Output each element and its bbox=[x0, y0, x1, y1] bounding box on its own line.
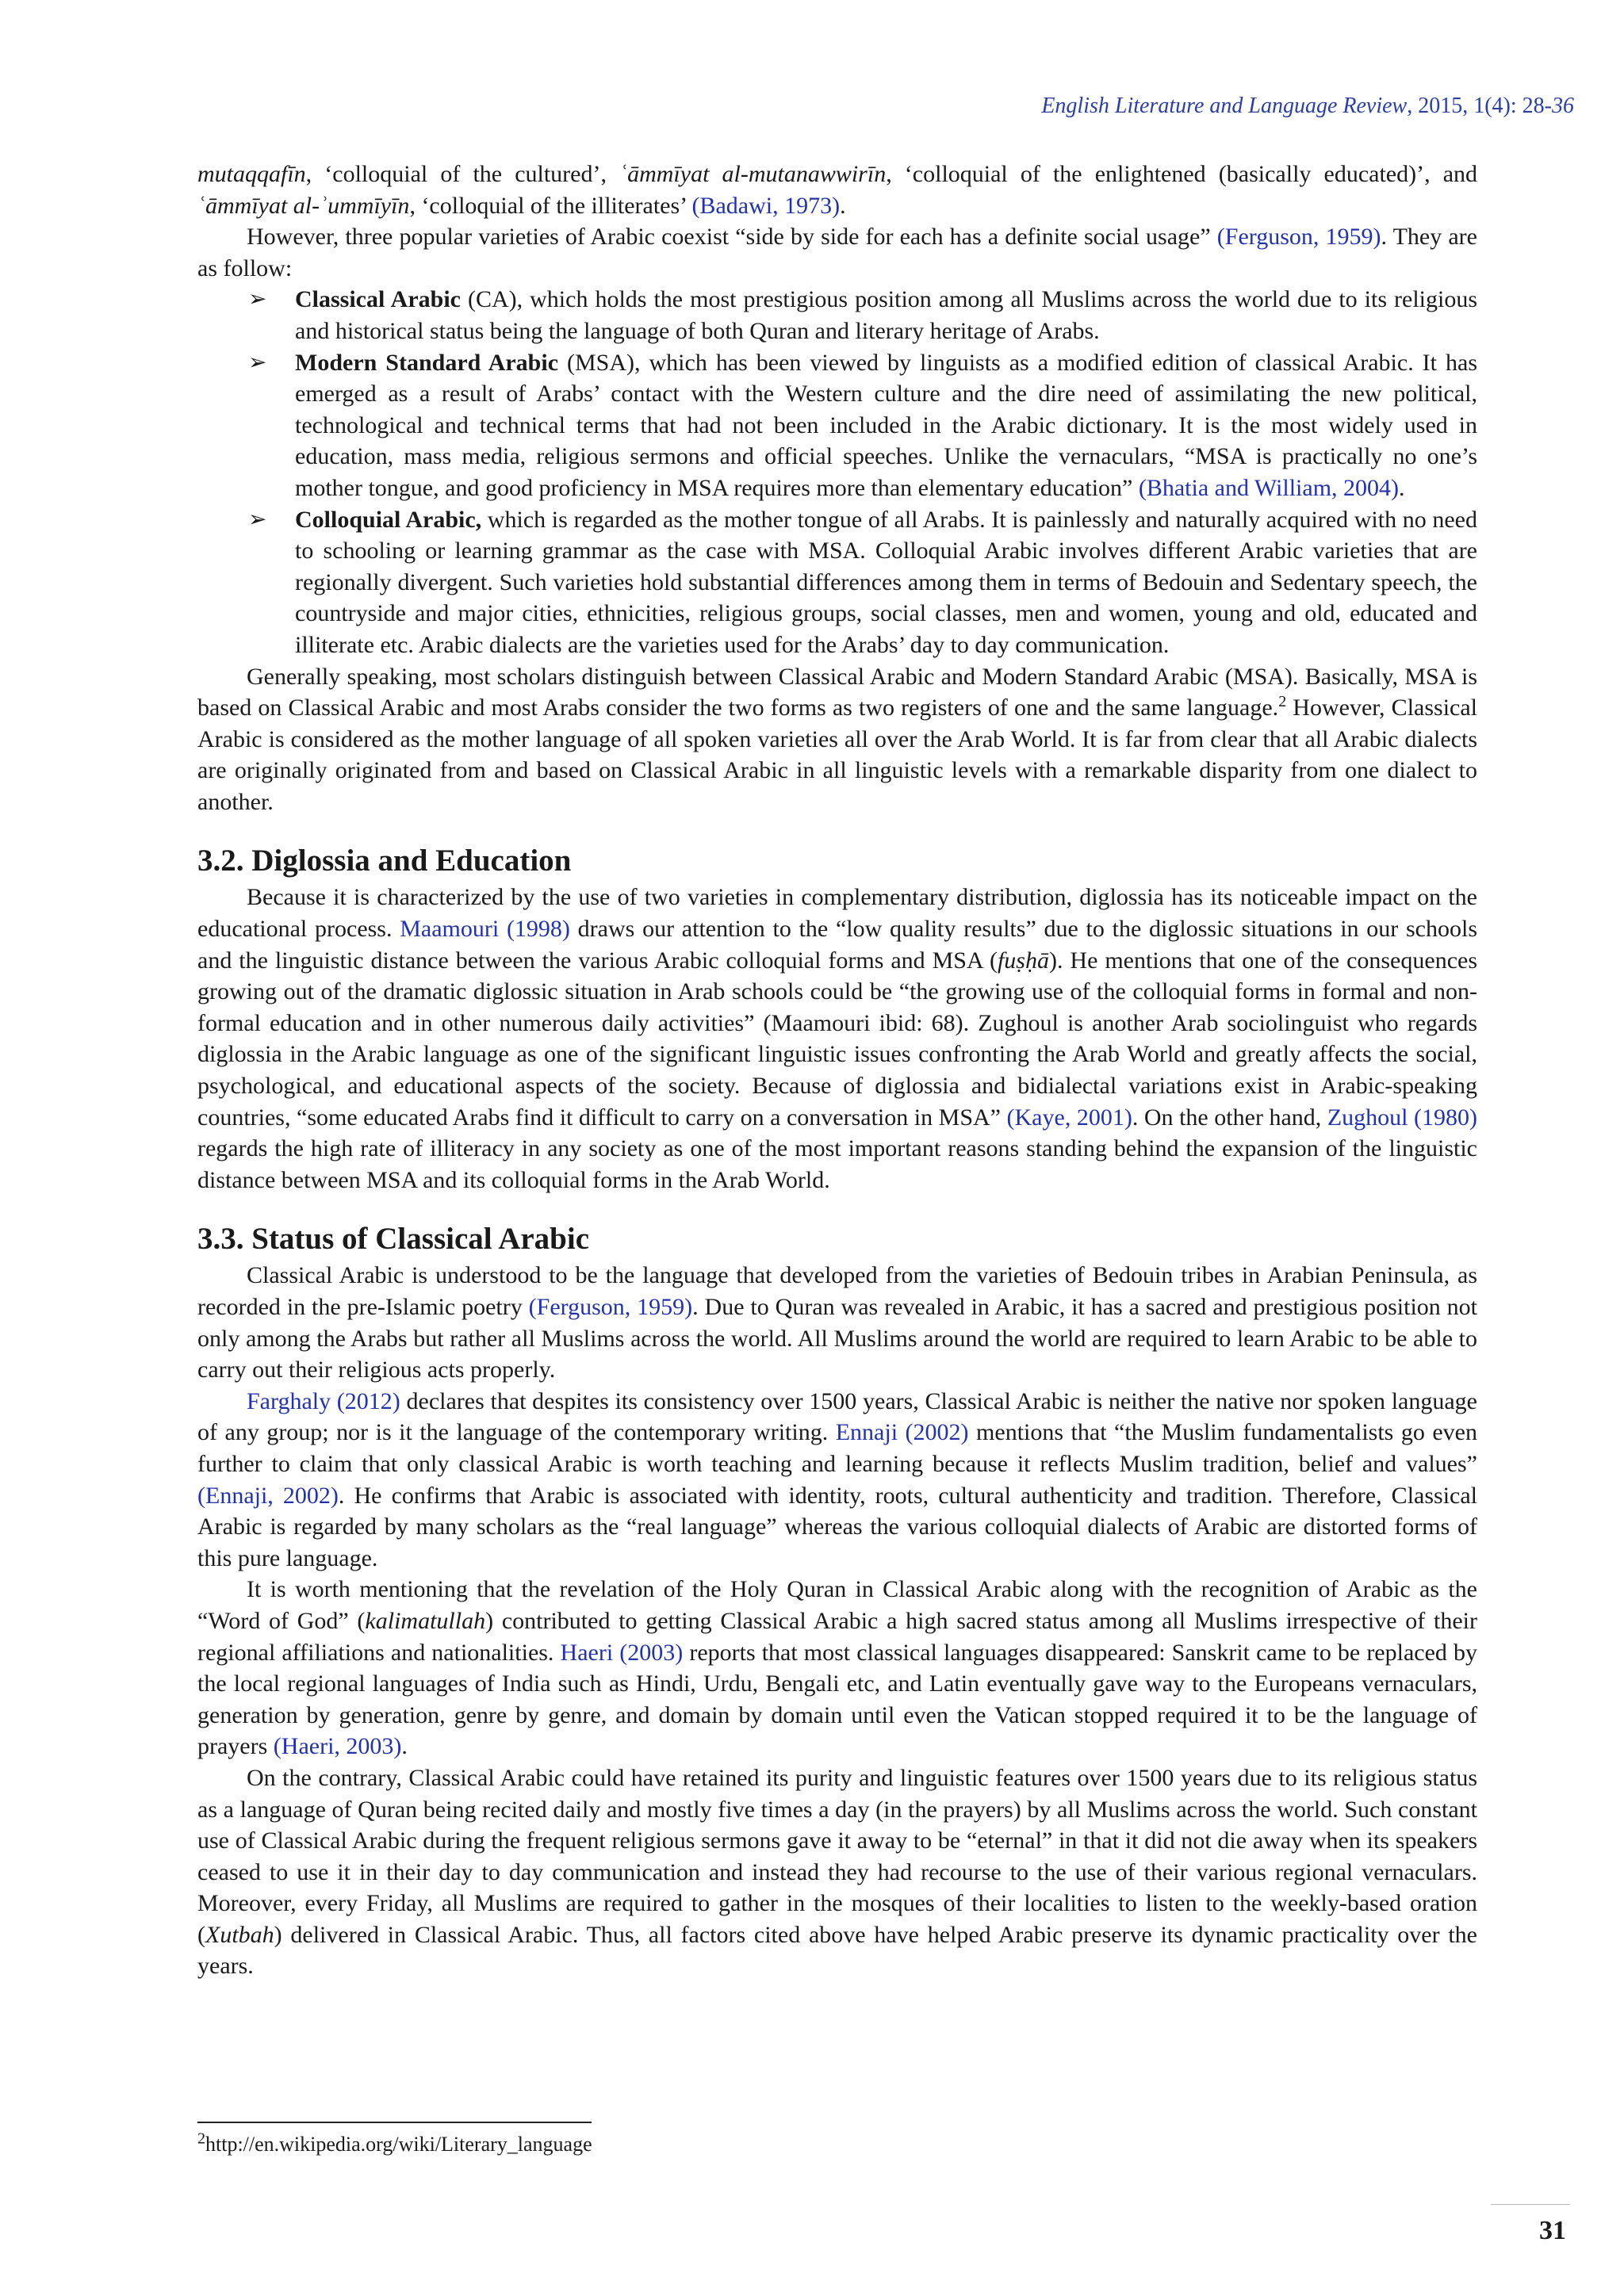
journal-end-page: 36 bbox=[1552, 94, 1574, 118]
section-heading-diglossia: 3.2. Diglossia and Education bbox=[197, 844, 572, 878]
text: draws our attention to the “low quality results” due to the diglossic situations in our schools and the linguistic distance between the various Arabic colloquial forms and MSA ( bbox=[197, 916, 1478, 974]
text: ) delivered in Classical Arabic. Thus, all factors cited above have helped Arabic preserve its dynamic practicality over the years. bbox=[197, 1921, 1477, 1980]
paragraph-diglossia bbox=[197, 882, 1477, 1196]
text: . He confirms that Arabic is associated with identity, roots, cultural authenticity and tradition. Therefore, Classical Arabic is regarded by many scholars as the “real language” whereas the various colloquial dialects of Arabic are distorted forms of this pure language. bbox=[197, 1482, 1477, 1571]
term-mutaqqafin: mutaqqafīn bbox=[197, 161, 306, 187]
text: On the contrary, Classical Arabic could have retained its purity and linguistic features over 1500 years due to its religious status as a language of Quran being recited daily and mostly five times a day (in the prayers) by all Muslims across the world. Such constant use of Classical Arabic during the frequent religious sermons gave it away to be “eternal” in that it did not die away when its speakers ceased to use it in their day to day communication and instead they had recourse to the use of their various regional vernaculars. Moreover, every Friday, all Muslims are required to gather in the mosques of their localities to listen to the weekly-based oration ( bbox=[197, 1764, 1477, 1948]
page-number-divider bbox=[1491, 2204, 1570, 2205]
text: However, three popular varieties of Arabic coexist “side by side for each has a definite social usage” bbox=[247, 224, 1217, 251]
paragraph-farghaly-ennaji bbox=[197, 1386, 1477, 1575]
citation-haeri[interactable]: Haeri (2003) bbox=[560, 1639, 684, 1666]
bullet-term: Colloquial Arabic, bbox=[295, 506, 482, 533]
text: . bbox=[840, 192, 846, 219]
paragraph-colloquial-levels bbox=[197, 159, 1477, 221]
text: It is worth mentioning that the revelation of the Holy Quran in Classical Arabic along with the recognition of Arabic as the “Word of God” ( bbox=[197, 1576, 1477, 1634]
text: . On the other hand, bbox=[1132, 1104, 1327, 1131]
term-ammiyat-mutanawwirin: ʿāmmīyat al-mutanawwirīn bbox=[619, 161, 887, 187]
paragraph-holy-quran bbox=[197, 1574, 1477, 1762]
citation-ennaji-paren[interactable]: (Ennaji, 2002) bbox=[197, 1482, 339, 1509]
citation-maamouri[interactable]: Maamouri (1998) bbox=[400, 916, 570, 943]
running-header bbox=[1041, 94, 1574, 119]
text: , ‘colloquial of the illiterates’ bbox=[409, 192, 692, 219]
text: However, Classical Arabic is considered as the mother language of all spoken varieties all over the Arab World. It is far from clear that all Arabic dialects are originally originated from and based on Classical Arabic in all linguistic levels with a remarkable disparity from one dialect to another. bbox=[197, 695, 1477, 815]
journal-title: English Literature and Language Review bbox=[1041, 94, 1408, 118]
text: Because it is characterized by the use of two varieties in complementary distribution, diglossia has its noticeable impact on the educational process. bbox=[197, 884, 1477, 943]
footnote bbox=[197, 2130, 592, 2156]
bullet-text: which is regarded as the mother tongue of all Arabs. It is painlessly and naturally acquired with no need to schooling or learning grammar as the case with MSA. Colloquial Arabic involves different Arabic varieties that are regionally divergent. Such varieties hold substantial differences among them in terms of Bedouin and Sedentary speech, the countryside and major cities, ethnicities, religious groups, social classes, men and women, young and old, educated and illiterate etc. Arabic dialects are the varieties used for the Arabs’ day to day communication. bbox=[295, 506, 1477, 658]
citation-ferguson[interactable]: (Ferguson, 1959) bbox=[1216, 224, 1381, 251]
bullet-term: Modern Standard Arabic bbox=[295, 349, 559, 376]
footnote-number: 2 bbox=[197, 2130, 205, 2148]
list-item-msa bbox=[197, 347, 1477, 504]
citation-haeri-paren[interactable]: (Haeri, 2003) bbox=[273, 1733, 402, 1760]
paragraph-three-varieties bbox=[197, 221, 1477, 284]
footnote-marker[interactable]: 2 bbox=[1278, 693, 1287, 711]
text: . bbox=[401, 1733, 408, 1760]
footnote-link[interactable]: http://en.wikipedia.org/wiki/Literary_language bbox=[205, 2133, 592, 2156]
text: regards the high rate of illiteracy in any society as one of the most important reasons standing behind the expansion of the linguistic distance between MSA and its colloquial forms in the Arab World. bbox=[197, 1135, 1477, 1193]
bullet-text: (MSA), which has been viewed by linguists as a modified edition of classical Arabic. It has emerged as a result of Arabs’ contact with the Western culture and the dire need of assimilating the new political, technological and technical terms that had not been included in the Arabic dictionary. It is the most widely used in education, mass media, religious sermons and official speeches. Unlike the vernaculars, “MSA is practically no one’s mother tongue, and good proficiency in MSA requires more than elementary education” bbox=[295, 349, 1477, 501]
text: . Due to Quran was revealed in Arabic, it has a sacred and prestigious position not only among the Arabs but rather all Muslims across the world. All Muslims around the world are required to learn Arabic to be able to carry out their religious acts properly. bbox=[197, 1294, 1478, 1383]
term-xutbah: Xutbah bbox=[205, 1921, 274, 1948]
text: declares that despites its consistency over 1500 years, Classical Arabic is neither the native nor spoken language of any group; nor is it the language of the contemporary writing. bbox=[197, 1387, 1477, 1446]
citation-bhatia[interactable]: (Bhatia and William, 2004) bbox=[1138, 474, 1400, 501]
citation-badawi[interactable]: (Badawi, 1973) bbox=[691, 192, 841, 219]
text: Generally speaking, most scholars distinguish between Classical Arabic and Modern Standard Arabic (MSA). Basically, MSA is based on Classical Arabic and most Arabs consider the two forms as two registers of one and the same language. bbox=[197, 663, 1477, 721]
bullet-term: Classical Arabic bbox=[295, 286, 461, 313]
journal-details: , 2015, 1(4): 28- bbox=[1407, 94, 1552, 118]
text: ). He mentions that one of the consequences growing out of the dramatic diglossic situation in Arab schools could be “the growing use of the colloquial forms in formal and non-formal education and in other numerous daily activities” (Maamouri ibid: 68). Zughoul is another Arab sociolinguist who regards diglossia in the Arabic language as one of the significant linguistic issues confronting the Arab World and greatly affects the social, psychological, and educational aspects of the society. Because of diglossia and bidialectal variations exist in Arabic-speaking countries, “some educated Arabs find it difficult to carry on a conversation in MSA” bbox=[197, 947, 1477, 1131]
text: mentions that “the Muslim fundamentalists go even further to claim that only classical Arabic is worth teaching and learning because it reflects Muslim tradition, belief and values” bbox=[197, 1419, 1477, 1477]
arrow-bullet-icon: ➢ bbox=[248, 507, 267, 532]
text: . bbox=[1399, 474, 1405, 501]
term-ammiyat-ummiyin: ʿāmmīyat al-ʾummīyīn bbox=[197, 192, 410, 219]
section-heading-classical-arabic: 3.3. Status of Classical Arabic bbox=[197, 1222, 590, 1257]
citation-kaye[interactable]: (Kaye, 2001) bbox=[1006, 1104, 1132, 1131]
citation-ennaji[interactable]: Ennaji (2002) bbox=[835, 1419, 969, 1446]
arrow-bullet-icon: ➢ bbox=[248, 287, 267, 312]
term-fusha: fuṣḥā bbox=[997, 947, 1049, 974]
paragraph-ca-vs-msa bbox=[197, 661, 1477, 818]
list-item-colloquial-arabic bbox=[197, 504, 1477, 661]
bullet-text: (CA), which holds the most prestigious position among all Muslims across the world due to its religious and historical status being the language of both Quran and literary heritage of Arabs. bbox=[295, 286, 1477, 344]
page-number: 31 bbox=[1539, 2216, 1566, 2245]
paragraph-purity-retained bbox=[197, 1762, 1477, 1982]
citation-ferguson[interactable]: (Ferguson, 1959) bbox=[528, 1294, 693, 1320]
arrow-bullet-icon: ➢ bbox=[248, 350, 267, 375]
text: , ‘colloquial of the cultured’, bbox=[305, 161, 620, 187]
footnote-divider bbox=[197, 2122, 592, 2123]
text: , ‘colloquial of the enlightened (basically educated)’, and bbox=[886, 161, 1478, 187]
text: ) contributed to getting Classical Arabic a high sacred status among all Muslims irrespective of their regional affiliations and nationalities. bbox=[197, 1607, 1477, 1666]
list-item-classical-arabic bbox=[197, 284, 1477, 346]
term-kalimatullah: kalimatullah bbox=[365, 1607, 486, 1634]
text: reports that most classical languages disappeared: Sanskrit came to be replaced by the local regional languages of India such as Hindi, Urdu, Bengali etc, and Latin eventually gave way to the Europeans vernaculars, generation by generation, genre by genre, and domain by domain until even the Vatican stopped required it to be the language of prayers bbox=[197, 1639, 1477, 1760]
text: Classical Arabic is understood to be the language that developed from the varieties of Bedouin tribes in Arabian Peninsula, as recorded in the pre-Islamic poetry bbox=[197, 1262, 1477, 1320]
article-body bbox=[197, 159, 1477, 1982]
citation-farghaly[interactable]: Farghaly (2012) bbox=[247, 1387, 400, 1414]
paragraph-classical-origins bbox=[197, 1260, 1477, 1385]
text: . They are as follow: bbox=[197, 224, 1477, 281]
varieties-list bbox=[197, 284, 1477, 660]
citation-zughoul[interactable]: Zughoul (1980) bbox=[1327, 1104, 1478, 1131]
